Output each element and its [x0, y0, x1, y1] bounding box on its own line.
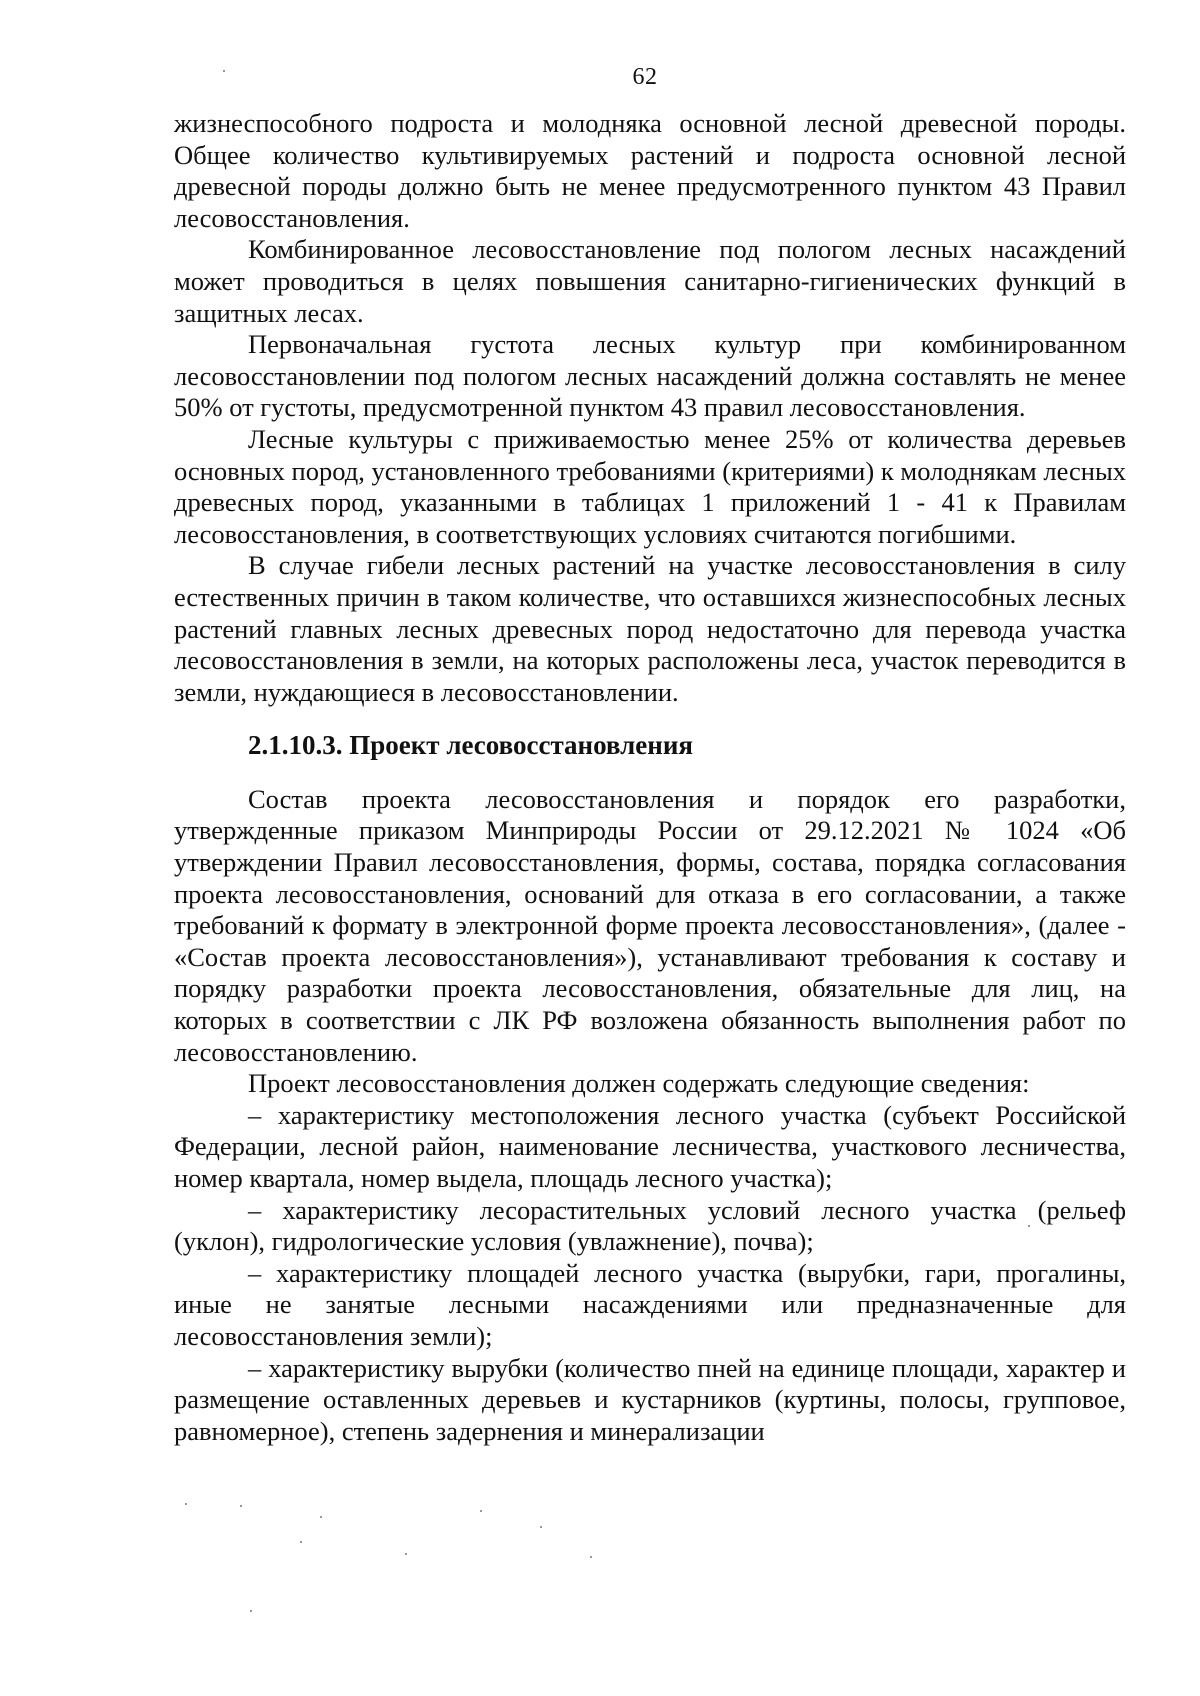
paragraph: Комбинированное лесовосстановление под пологом лесных насаждений может проводиться в целях повышения санитарно-гигиенических функций в защитных лесах.	[174, 234, 1126, 328]
scan-speck	[480, 1510, 482, 1512]
scan-speck	[1028, 1225, 1030, 1227]
scan-speck	[223, 70, 225, 72]
paragraph: В случае гибели лесных растений на участке лесовосстановления в силу естественных причин в таком количестве, что оставшихся жизнеспособных лесных растений главных лесных древесных пород недостаточно для перевода участка лесовосстановления в земли, на которых расположены леса, участок переводится в земли, нуждающиеся в лесовосстановлении.	[174, 550, 1126, 707]
list-item: – характеристику местоположения лесного участка (субъект Российской Федерации, лесной район, наименование лесничества, участкового лесничества, номер квартала, номер выдела, площадь лесного участка);	[174, 1099, 1126, 1193]
scan-speck	[185, 1503, 187, 1505]
scan-speck	[250, 1610, 252, 1612]
scan-speck	[320, 1516, 322, 1518]
scan-speck	[405, 1553, 407, 1555]
paragraph: Первоначальная густота лесных культур при комбинированном лесовосстановлении под пологом лесных насаждений должна составлять не менее 50% от густоты, предусмотренной пунктом 43 правил лесовосстановления.	[174, 329, 1126, 423]
paragraph: Состав проекта лесовосстановления и порядок его разработки, утвержденные приказом Минприроды России от 29.12.2021 № 1024 «Об утверждении Правил лесовосстановления, формы, состава, порядка согласования проекта лесовосстановления, оснований для отказа в его согласовании, а также требований к формату в электронной форме проекта лесовосстановления», (далее - «Состав проекта лесовосстановления»), устанавливают требования к составу и порядку разработки проекта лесовосстановления, обязательные для лиц, на которых в соответствии с ЛК РФ возложена обязанность выполнения работ по лесовосстановлению.	[174, 783, 1126, 1067]
scan-speck	[590, 1556, 592, 1558]
paragraph: Лесные культуры с приживаемостью менее 25% от количества деревьев основных пород, установленного требованиями (критериями) к молоднякам лесных древесных пород, указанными в таблицах 1 приложений 1 - 41 к Правилам лесовосстановления, в соответствующих условиях считаются погибшими.	[174, 423, 1126, 549]
scan-speck	[540, 1526, 542, 1528]
page-number: 62	[632, 64, 658, 90]
scan-speck	[300, 1541, 302, 1543]
list-item: – характеристику лесорастительных условий лесного участка (рельеф (уклон), гидрологические условия (увлажнение), почва);	[174, 1194, 1126, 1257]
paragraph: Проект лесовосстановления должен содержать следующие сведения:	[248, 1068, 1030, 1099]
document-body	[174, 108, 1126, 1447]
scan-speck	[240, 1505, 242, 1507]
paragraph: жизнеспособного подроста и молодняка основной лесной древесной породы. Общее количество культивируемых растений и подроста основной лесной древесной породы должно быть не менее предусмотренного пунктом 43 Правил лесовосстановления.	[174, 108, 1126, 233]
list-item: – характеристику вырубки (количество пней на единице площади, характер и размещение оставленных деревьев и кустарников (куртины, полосы, групповое, равномерное), степень задернения и минерализации	[174, 1352, 1126, 1446]
list-item: – характеристику площадей лесного участка (вырубки, гари, прогалины, иные не занятые лесными насаждениями или предназначенные для лесовосстановления земли);	[174, 1257, 1126, 1351]
section-heading: 2.1.10.3. Проект лесовосстановления	[248, 730, 694, 761]
